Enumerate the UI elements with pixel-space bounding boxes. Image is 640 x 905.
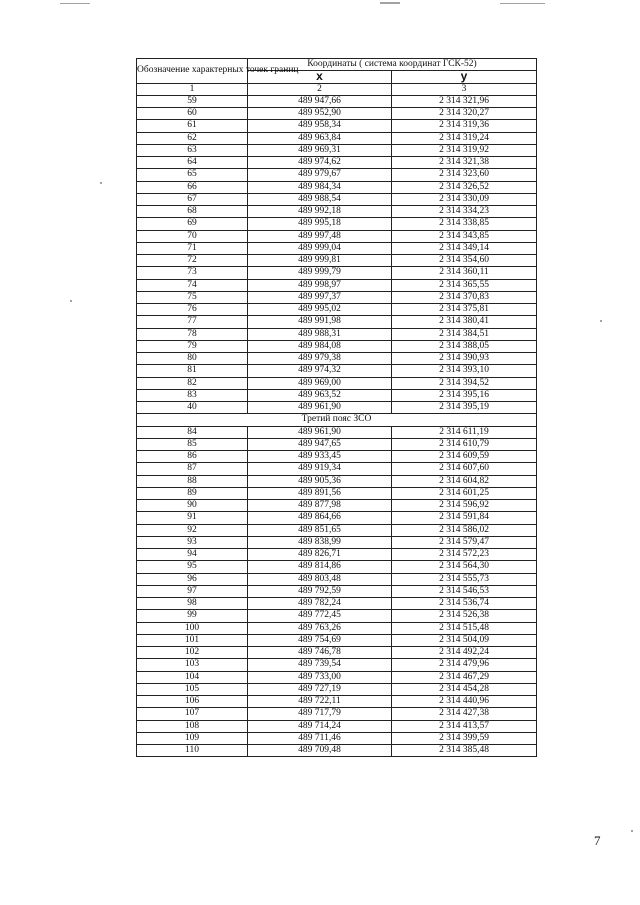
point-number-cell: 86 [137, 451, 248, 463]
point-number-cell: 40 [137, 402, 248, 414]
x-coordinate-cell: 489 826,71 [248, 549, 392, 561]
x-coordinate-cell: 489 999,81 [248, 255, 392, 267]
x-coordinate-cell: 489 739,54 [248, 659, 392, 671]
x-coordinate-cell: 489 772,45 [248, 610, 392, 622]
scan-artifact [380, 2, 400, 4]
y-coordinate-cell: 2 314 360,11 [392, 267, 537, 279]
y-coordinate-cell: 2 314 515,48 [392, 622, 537, 634]
point-number-cell: 64 [137, 157, 248, 169]
x-axis-header: х [248, 71, 392, 83]
y-coordinate-cell: 2 314 492,24 [392, 647, 537, 659]
y-coordinate-cell: 2 314 319,36 [392, 120, 537, 132]
table-row [137, 242, 537, 254]
point-number-cell: 60 [137, 108, 248, 120]
x-coordinate-cell: 489 947,65 [248, 438, 392, 450]
x-coordinate-cell: 489 997,48 [248, 230, 392, 242]
table-row [137, 230, 537, 242]
y-coordinate-cell: 2 314 395,19 [392, 402, 537, 414]
point-number-cell: 81 [137, 365, 248, 377]
point-number-cell: 87 [137, 463, 248, 475]
point-number-cell: 67 [137, 193, 248, 205]
x-coordinate-cell: 489 851,65 [248, 524, 392, 536]
point-number-cell: 75 [137, 291, 248, 303]
point-number-cell: 82 [137, 377, 248, 389]
coordinates-header: Координаты ( система координат ГСК-52) [248, 59, 537, 71]
coordinates-table [136, 58, 537, 757]
x-coordinate-cell: 489 733,00 [248, 671, 392, 683]
point-number-cell: 78 [137, 328, 248, 340]
y-coordinate-cell: 2 314 385,48 [392, 745, 537, 757]
table-row [137, 157, 537, 169]
x-coordinate-cell: 489 722,11 [248, 696, 392, 708]
y-coordinate-cell: 2 314 384,51 [392, 328, 537, 340]
y-coordinate-cell: 2 314 370,83 [392, 291, 537, 303]
point-number-cell: 96 [137, 573, 248, 585]
table-row [137, 500, 537, 512]
y-coordinate-cell: 2 314 393,10 [392, 365, 537, 377]
table-row [137, 536, 537, 548]
y-coordinate-cell: 2 314 413,57 [392, 720, 537, 732]
point-number-cell: 89 [137, 487, 248, 499]
table-row [137, 316, 537, 328]
scan-artifact [500, 3, 545, 4]
x-coordinate-cell: 489 814,86 [248, 561, 392, 573]
y-coordinate-cell: 2 314 591,84 [392, 512, 537, 524]
x-coordinate-cell: 489 974,32 [248, 365, 392, 377]
section-heading-row-group [137, 414, 537, 426]
x-coordinate-cell: 489 919,34 [248, 463, 392, 475]
y-coordinate-cell: 2 314 321,38 [392, 157, 537, 169]
y-coordinate-cell: 2 314 609,59 [392, 451, 537, 463]
y-coordinate-cell: 2 314 467,29 [392, 671, 537, 683]
x-coordinate-cell: 489 782,24 [248, 598, 392, 610]
point-number-cell: 101 [137, 634, 248, 646]
column-number: 3 [392, 83, 537, 95]
x-coordinate-cell: 489 991,98 [248, 316, 392, 328]
point-number-cell: 110 [137, 745, 248, 757]
x-coordinate-cell: 489 763,26 [248, 622, 392, 634]
point-number-cell: 97 [137, 585, 248, 597]
table-row [137, 487, 537, 499]
y-coordinate-cell: 2 314 546,53 [392, 585, 537, 597]
table-header-row [137, 59, 537, 71]
y-coordinate-cell: 2 314 454,28 [392, 683, 537, 695]
x-coordinate-cell: 489 969,31 [248, 144, 392, 156]
x-coordinate-cell: 489 997,37 [248, 291, 392, 303]
x-coordinate-cell: 489 963,84 [248, 132, 392, 144]
y-coordinate-cell: 2 314 319,92 [392, 144, 537, 156]
y-coordinate-cell: 2 314 365,55 [392, 279, 537, 291]
point-number-cell: 73 [137, 267, 248, 279]
x-coordinate-cell: 489 947,66 [248, 95, 392, 107]
y-coordinate-cell: 2 314 338,85 [392, 218, 537, 230]
point-number-cell: 95 [137, 561, 248, 573]
x-coordinate-cell: 489 709,48 [248, 745, 392, 757]
table-row [137, 340, 537, 352]
y-coordinate-cell: 2 314 330,09 [392, 193, 537, 205]
page-number: 7 [594, 833, 601, 848]
x-coordinate-cell: 489 974,62 [248, 157, 392, 169]
point-number-cell: 99 [137, 610, 248, 622]
table-row [137, 647, 537, 659]
table-row [137, 181, 537, 193]
table-row [137, 144, 537, 156]
table-row [137, 193, 537, 205]
y-coordinate-cell: 2 314 596,92 [392, 500, 537, 512]
x-coordinate-cell: 489 988,54 [248, 193, 392, 205]
point-number-cell: 76 [137, 304, 248, 316]
table-row [137, 659, 537, 671]
y-coordinate-cell: 2 314 601,25 [392, 487, 537, 499]
x-coordinate-cell: 489 727,19 [248, 683, 392, 695]
y-coordinate-cell: 2 314 321,96 [392, 95, 537, 107]
x-coordinate-cell: 489 969,00 [248, 377, 392, 389]
point-number-cell: 66 [137, 181, 248, 193]
point-number-cell: 71 [137, 242, 248, 254]
x-coordinate-cell: 489 792,59 [248, 585, 392, 597]
y-coordinate-cell: 2 314 526,38 [392, 610, 537, 622]
column-number-row [137, 83, 537, 95]
point-number-cell: 90 [137, 500, 248, 512]
x-coordinate-cell: 489 984,34 [248, 181, 392, 193]
point-number-cell: 109 [137, 732, 248, 744]
y-axis-header: у [392, 71, 537, 83]
point-number-cell: 65 [137, 169, 248, 181]
table-row [137, 169, 537, 181]
x-coordinate-cell: 489 711,46 [248, 732, 392, 744]
x-coordinate-cell: 489 963,52 [248, 389, 392, 401]
point-number-cell: 68 [137, 206, 248, 218]
x-coordinate-cell: 489 864,66 [248, 512, 392, 524]
table-row [137, 475, 537, 487]
y-coordinate-cell: 2 314 354,60 [392, 255, 537, 267]
point-number-cell: 93 [137, 536, 248, 548]
table-row [137, 353, 537, 365]
table-row [137, 206, 537, 218]
table-row [137, 696, 537, 708]
x-coordinate-cell: 489 838,99 [248, 536, 392, 548]
point-number-cell: 105 [137, 683, 248, 695]
point-number-cell: 70 [137, 230, 248, 242]
y-coordinate-cell: 2 314 343,85 [392, 230, 537, 242]
y-coordinate-cell: 2 314 611,19 [392, 426, 537, 438]
table-row [137, 304, 537, 316]
point-number-cell: 84 [137, 426, 248, 438]
point-number-cell: 74 [137, 279, 248, 291]
table-row [137, 683, 537, 695]
x-coordinate-cell: 489 961,90 [248, 402, 392, 414]
table-row [137, 389, 537, 401]
y-coordinate-cell: 2 314 479,96 [392, 659, 537, 671]
y-coordinate-cell: 2 314 604,82 [392, 475, 537, 487]
point-number-cell: 94 [137, 549, 248, 561]
table-row [137, 291, 537, 303]
point-number-cell: 79 [137, 340, 248, 352]
y-coordinate-cell: 2 314 349,14 [392, 242, 537, 254]
table-row [137, 463, 537, 475]
table-row [137, 573, 537, 585]
point-number-cell: 72 [137, 255, 248, 267]
y-coordinate-cell: 2 314 375,81 [392, 304, 537, 316]
point-number-cell: 107 [137, 708, 248, 720]
x-coordinate-cell: 489 999,79 [248, 267, 392, 279]
table-row [137, 671, 537, 683]
table-row [137, 634, 537, 646]
scan-speck [631, 830, 633, 832]
point-number-cell: 100 [137, 622, 248, 634]
y-coordinate-cell: 2 314 536,74 [392, 598, 537, 610]
y-coordinate-cell: 2 314 319,24 [392, 132, 537, 144]
table-row [137, 426, 537, 438]
table-row [137, 732, 537, 744]
x-coordinate-cell: 489 998,97 [248, 279, 392, 291]
scan-artifact [60, 3, 90, 4]
x-coordinate-cell: 489 933,45 [248, 451, 392, 463]
table-row [137, 610, 537, 622]
y-coordinate-cell: 2 314 395,16 [392, 389, 537, 401]
x-coordinate-cell: 489 995,18 [248, 218, 392, 230]
y-coordinate-cell: 2 314 440,96 [392, 696, 537, 708]
point-number-cell: 98 [137, 598, 248, 610]
table-row [137, 95, 537, 107]
section-title: Третий пояс ЗСО [137, 414, 537, 426]
table-row [137, 720, 537, 732]
x-coordinate-cell: 489 891,56 [248, 487, 392, 499]
y-coordinate-cell: 2 314 394,52 [392, 377, 537, 389]
table-row [137, 622, 537, 634]
x-coordinate-cell: 489 979,38 [248, 353, 392, 365]
table-row [137, 402, 537, 414]
point-number-cell: 85 [137, 438, 248, 450]
table-row [137, 255, 537, 267]
point-number-cell: 69 [137, 218, 248, 230]
x-coordinate-cell: 489 746,78 [248, 647, 392, 659]
y-coordinate-cell: 2 314 334,23 [392, 206, 537, 218]
column-number: 1 [137, 83, 248, 95]
point-number-cell: 61 [137, 120, 248, 132]
table-row [137, 451, 537, 463]
point-number-cell: 62 [137, 132, 248, 144]
table-body-part1 [137, 95, 537, 414]
table-body-part2 [137, 426, 537, 757]
point-number-cell: 104 [137, 671, 248, 683]
table-row [137, 561, 537, 573]
y-coordinate-cell: 2 314 555,73 [392, 573, 537, 585]
point-number-cell: 77 [137, 316, 248, 328]
point-number-cell: 80 [137, 353, 248, 365]
x-coordinate-cell: 489 961,90 [248, 426, 392, 438]
x-coordinate-cell: 489 984,08 [248, 340, 392, 352]
point-number-cell: 103 [137, 659, 248, 671]
table-row [137, 132, 537, 144]
y-coordinate-cell: 2 314 399,59 [392, 732, 537, 744]
x-coordinate-cell: 489 958,34 [248, 120, 392, 132]
x-coordinate-cell: 489 952,90 [248, 108, 392, 120]
x-coordinate-cell: 489 992,18 [248, 206, 392, 218]
point-number-cell: 83 [137, 389, 248, 401]
x-coordinate-cell: 489 995,02 [248, 304, 392, 316]
x-coordinate-cell: 489 717,79 [248, 708, 392, 720]
table-row [137, 585, 537, 597]
point-number-cell: 59 [137, 95, 248, 107]
y-coordinate-cell: 2 314 427,38 [392, 708, 537, 720]
point-number-cell: 102 [137, 647, 248, 659]
table-row [137, 598, 537, 610]
y-coordinate-cell: 2 314 564,30 [392, 561, 537, 573]
y-coordinate-cell: 2 314 610,79 [392, 438, 537, 450]
table-row [137, 328, 537, 340]
scan-speck [100, 182, 102, 184]
x-coordinate-cell: 489 754,69 [248, 634, 392, 646]
table-row [137, 108, 537, 120]
designation-header: Обозначение характерных точек границ [137, 59, 248, 84]
x-coordinate-cell: 489 714,24 [248, 720, 392, 732]
y-coordinate-cell: 2 314 388,05 [392, 340, 537, 352]
table-row [137, 438, 537, 450]
table-row [137, 279, 537, 291]
section-row [137, 414, 537, 426]
y-coordinate-cell: 2 314 607,60 [392, 463, 537, 475]
y-coordinate-cell: 2 314 390,93 [392, 353, 537, 365]
table-row [137, 524, 537, 536]
y-coordinate-cell: 2 314 320,27 [392, 108, 537, 120]
y-coordinate-cell: 2 314 579,47 [392, 536, 537, 548]
scan-speck [600, 320, 602, 322]
x-coordinate-cell: 489 905,36 [248, 475, 392, 487]
table-row [137, 218, 537, 230]
column-number: 2 [248, 83, 392, 95]
table-row [137, 745, 537, 757]
x-coordinate-cell: 489 803,48 [248, 573, 392, 585]
table-row [137, 267, 537, 279]
x-coordinate-cell: 489 988,31 [248, 328, 392, 340]
scan-speck [70, 300, 72, 302]
y-coordinate-cell: 2 314 572,23 [392, 549, 537, 561]
table-row [137, 708, 537, 720]
point-number-cell: 88 [137, 475, 248, 487]
point-number-cell: 92 [137, 524, 248, 536]
table-row [137, 365, 537, 377]
x-coordinate-cell: 489 999,04 [248, 242, 392, 254]
y-coordinate-cell: 2 314 380,41 [392, 316, 537, 328]
point-number-cell: 106 [137, 696, 248, 708]
y-coordinate-cell: 2 314 326,52 [392, 181, 537, 193]
table-row [137, 120, 537, 132]
point-number-cell: 63 [137, 144, 248, 156]
point-number-cell: 108 [137, 720, 248, 732]
table-row [137, 512, 537, 524]
x-coordinate-cell: 489 877,98 [248, 500, 392, 512]
y-coordinate-cell: 2 314 504,09 [392, 634, 537, 646]
table-row [137, 377, 537, 389]
y-coordinate-cell: 2 314 323,60 [392, 169, 537, 181]
y-coordinate-cell: 2 314 586,02 [392, 524, 537, 536]
table-row [137, 549, 537, 561]
x-coordinate-cell: 489 979,67 [248, 169, 392, 181]
point-number-cell: 91 [137, 512, 248, 524]
